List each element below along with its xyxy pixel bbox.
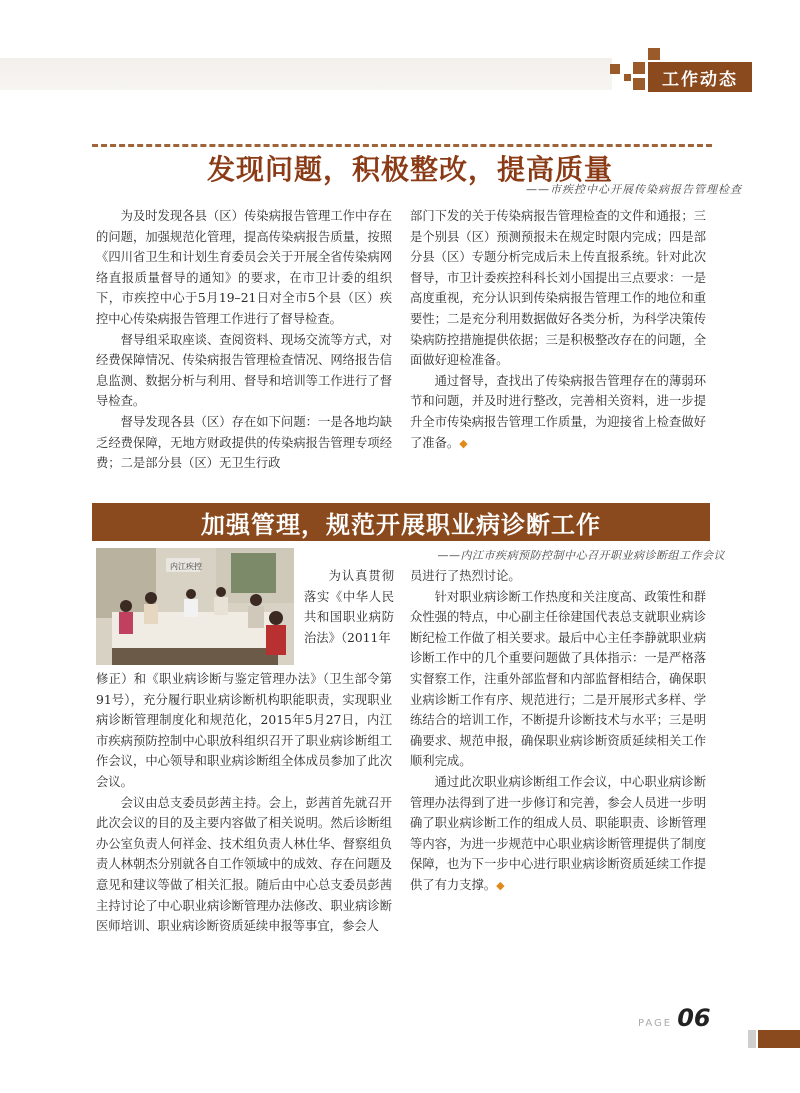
paragraph: 通过督导，查找出了传染病报告管理存在的薄弱环节和问题，并及时进行整改，完善相关资料，进一步提升全市传染病报告管理工作质量，为迎接省上检查做好了准备。	[410, 373, 706, 450]
paragraph: 通过此次职业病诊断组工作会议，中心职业病诊断管理办法得到了进一步修订和完善，参会人员进一步明确了职业病诊断工作的组成人员、职能职责、诊断管理等内容，为进一步规范中心职业病诊断管理提供了制度保障，也为下一步中心进行职业病诊断资质延续工作提供了有力支撑。	[410, 774, 706, 892]
paragraph: 针对职业病诊断工作热度和关注度高、政策性和群众性强的特点，中心副主任徐建国代表总支就职业病诊断纪检工作做了相关要求。最后中心主任李静就职业病诊断工作中的几个重要问题做了具体指示：一是严格落实督察工作，注重外部监督和内部监督相结合，确保职业病诊断工作有序、规范进行；二是开展形式多样、学练结合的培训工作，不断提升诊断技术与水平；三是明确要求、规范申报，确保职业病诊断资质延续相关工作顺利完成。	[410, 589, 706, 769]
paragraph: 为认真贯彻落实《中华人民共和国职业病防治法》（2011年	[304, 569, 394, 645]
page-label: PAGE	[638, 1018, 673, 1029]
dashed-divider	[92, 144, 712, 147]
article2-right-column	[410, 566, 706, 897]
meeting-photo	[96, 548, 294, 665]
header-band	[0, 58, 612, 90]
paragraph: 督导发现各县（区）存在如下问题：一是各地均缺乏经费保障，无地方财政提供的传染病报告管理专项经费；二是部分县（区）无卫生行政	[96, 414, 392, 471]
paragraph: 督导组采取座谈、查阅资料、现场交流等方式，对经费保障情况、传染病报告管理检查情况、网络报告信息监测、数据分析与利用、督导和培训等工作进行了督导检查。	[96, 332, 392, 409]
article1-title: 发现问题，积极整改，提高质量	[206, 153, 613, 186]
paragraph: 部门下发的关于传染病报告管理检查的文件和通报；三是个别县（区）预测预报未在规定时限内完成；四是部分县（区）专题分析完成后未上传直报系统。针对此次督导，市卫计委疾控科科长刘小国提出三点要求：一是高度重视，充分认识到传染病报告管理工作的地位和重要性；二是充分利用数据做好各类分析，为科学决策传染病防控措施提供依据；三是积极整改存在的问题，全面做好迎检准备。	[410, 209, 706, 368]
footer-deco	[748, 1030, 756, 1048]
footer-band	[758, 1030, 800, 1048]
deco-square	[624, 74, 631, 81]
page-digits: 06	[677, 1004, 711, 1032]
article2-wrap-column	[304, 566, 394, 648]
deco-square	[633, 62, 645, 74]
article1-right-column	[410, 206, 706, 454]
paragraph-wrap	[410, 371, 706, 454]
article2-byline: ——内江市疾病预防控制中心召开职业病诊断组工作会议	[437, 549, 725, 562]
deco-square	[633, 78, 645, 90]
deco-square	[610, 64, 620, 74]
article1-byline: ——市疾控中心开展传染病报告管理检查	[526, 183, 742, 196]
paragraph: 为及时发现各县（区）传染病报告管理工作中存在的问题，加强规范化管理，提高传染病报告质量，按照《四川省卫生和计划生育委员会关于开展全省传染病网络直报质量督导的通知》的要求，在市卫计委的组织下，市疾控中心于5月19–21日对全市5个县（区）疾控中心传染病报告管理工作进行了督导检查。	[96, 209, 392, 326]
end-mark-icon: ◆	[496, 878, 505, 892]
page-number	[638, 1004, 711, 1032]
end-mark-icon: ◆	[459, 436, 468, 450]
paragraph-wrap	[410, 772, 706, 897]
section-tab: 工作动态	[648, 62, 752, 92]
paragraph: 修正）和《职业病诊断与鉴定管理办法》（卫生部令第91号），充分履行职业病诊断机构职能职责，实现职业病诊断管理制度化和规范化，2015年5月27日，内江市疾病预防控制中心职放科组织召开了职业病诊断组工作会议，中心领导和职业病诊断组全体成员参加了此次会议。	[96, 672, 392, 789]
deco-square	[648, 48, 660, 60]
photo-sign: 内江疾控	[170, 562, 202, 571]
paragraph: 会议由总支委员彭茜主持。会上，彭茜首先就召开此次会议的目的及主要内容做了相关说明。然后诊断组办公室负责人何祥金、技术组负责人林仕华、督察组负责人林朝杰分别就各自工作领域中的成效、存在问题及意见和建议等做了相关汇报。随后由中心总支委员彭茜主持讨论了中心职业病诊断管理办法修改、职业病诊断医师培训、职业病诊断资质延续申报等事宜，参会人	[96, 795, 392, 934]
paragraph: 员进行了热烈讨论。	[410, 569, 521, 583]
article2-left-column	[96, 669, 392, 937]
article2-title: 加强管理，规范开展职业病诊断工作	[92, 503, 710, 541]
article1-left-column	[96, 206, 392, 474]
